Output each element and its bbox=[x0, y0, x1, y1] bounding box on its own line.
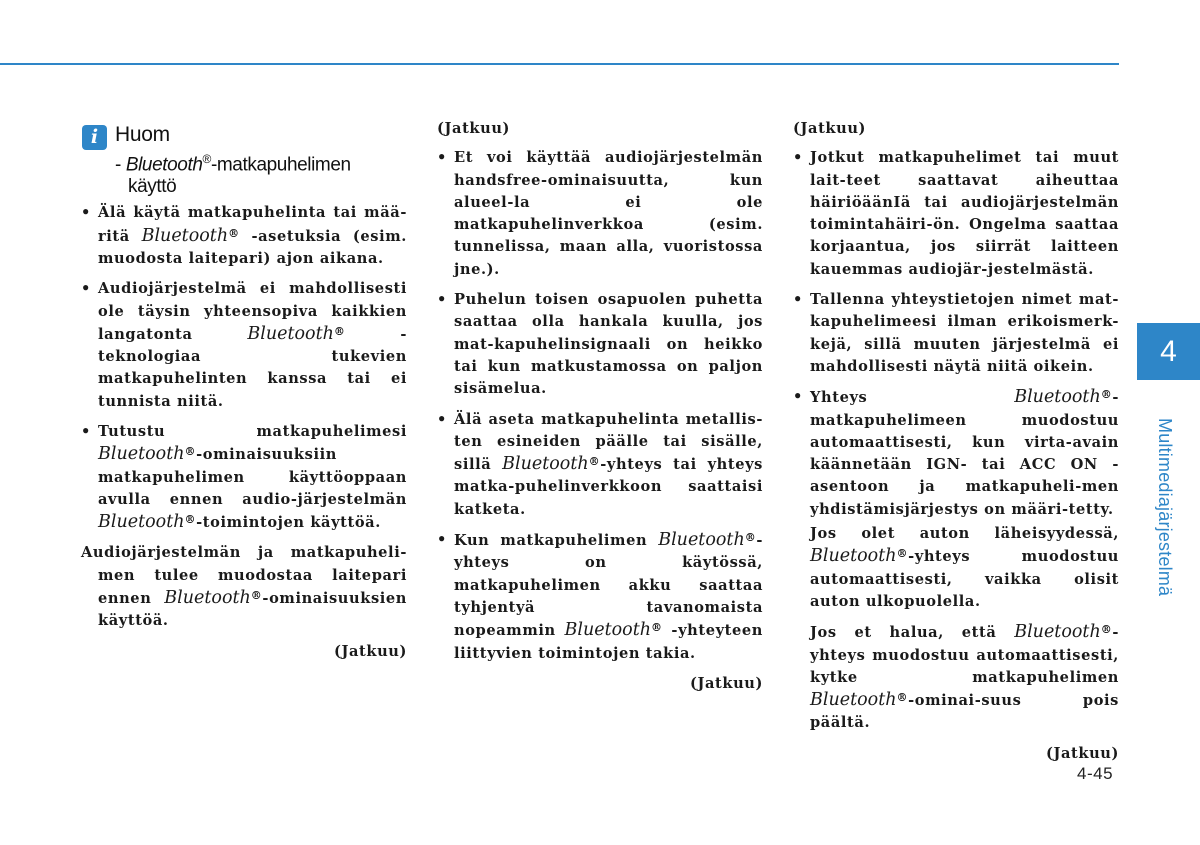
info-icon: i bbox=[82, 125, 107, 150]
continued-label: (Jatkuu) bbox=[437, 120, 511, 137]
continued-label: (Jatkuu) bbox=[689, 674, 763, 692]
bullet-item: • Kun matkapuhelimen Bluetooth®-yhteys on käytössä, matkapuhelimen akku saattaa tyhjentyä tavanomaista nopeammin Bluetooth® -yhteyteen liittyvien toimintojen takia. bbox=[437, 529, 763, 665]
bullet-item: • Älä aseta matkapuhelinta metallis-ten esineiden päälle tai sisälle, sillä Bluetooth®-yhteys tai yhteys matka-puhelinverkkoon saattaisi katketa. bbox=[437, 409, 763, 521]
column-1 bbox=[81, 122, 407, 663]
note-subtitle: - Bluetooth®-matkapuhelimen käyttö bbox=[115, 152, 351, 198]
bullet-item: • Tutustu matkapuhelimesi Bluetooth®-ominaisuuksiin matkapuhelimen käyttöoppaan avulla ennen audio-järjestelmän Bluetooth®-toimintojen käyttöä. bbox=[81, 421, 407, 534]
note-title: Huom bbox=[115, 123, 170, 146]
continued-label: (Jatkuu) bbox=[1045, 744, 1119, 762]
column-3 bbox=[793, 118, 1119, 765]
bullet-item: • Yhteys Bluetooth®-matkapuhelimeen muodostuu automaattisesti, kun virta-avain käännetään IGN- tai ACC ON -asentoon ja matkapuheli-men yhdistämisjärjestys on määri-tetty. bbox=[793, 386, 1119, 521]
page-number: 4-45 bbox=[1077, 764, 1114, 783]
continued-label: (Jatkuu) bbox=[793, 120, 867, 137]
bullet-item: • Puhelun toisen osapuolen puhetta saattaa olla hankala kuulla, jos mat-kapuhelinsignaali on heikko tai kun matkustamossa on paljon sisämelua. bbox=[437, 289, 763, 400]
column-2 bbox=[437, 118, 763, 695]
sub-paragraph: Jos et halua, että Bluetooth®-yhteys muodostuu automaattisesti, kytke matkapuhelimen Bluetooth®-ominai-suus pois päältä. bbox=[810, 622, 1119, 732]
paragraph: Audiojärjestelmän ja matkapuheli-men tulee muodostaa laitepari ennen Bluetooth®-ominaisuuksien käyttöä. bbox=[81, 544, 407, 630]
header-rule bbox=[0, 63, 1119, 65]
bullet-item: • Tallenna yhteystietojen nimet mat-kapuhelimeesi ilman erikoismerk-kejä, sillä muuten järjestelmä ei mahdollisesti näytä niitä oikein. bbox=[793, 289, 1119, 378]
chapter-tab: 4 bbox=[1137, 323, 1200, 380]
bullet-item: • Jotkut matkapuhelimet tai muut lait-teet saattavat aiheuttaa häiriöäänIä tai audiojärjestelmän toimintahäiri-ön. Ongelma saattaa korjaantua, jos siirrät laitteen kauemmas audiojär-jestelmästä. bbox=[793, 147, 1119, 281]
bullet-item: • Audiojärjestelmä ei mahdollisesti ole täysin yhteensopiva kaikkien langatonta Bluetooth® -teknologiaa tukevien matkapuhelinten kanssa tai ei tunnista niitä. bbox=[81, 278, 407, 413]
chapter-label: Multimediajärjestelmä bbox=[1155, 418, 1175, 597]
sub-paragraph: Jos olet auton läheisyydessä, Bluetooth®-yhteys muodostuu automaattisesti, vaikka olisit auton ulkopuolella. bbox=[810, 525, 1119, 610]
bullet-item: • Et voi käyttää audiojärjestelmän handsfree-ominaisuutta, kun alueel-la ei ole matkapuhelinverkkoa (esim. tunnelissa, maan alla, vuoristossa jne.). bbox=[437, 147, 763, 281]
note-header bbox=[81, 122, 407, 198]
bullet-item: • Älä käytä matkapuhelinta tai mää-ritä Bluetooth® -asetuksia (esim. muodosta laitepari) ajon aikana. bbox=[81, 202, 407, 270]
continued-label: (Jatkuu) bbox=[333, 642, 407, 660]
